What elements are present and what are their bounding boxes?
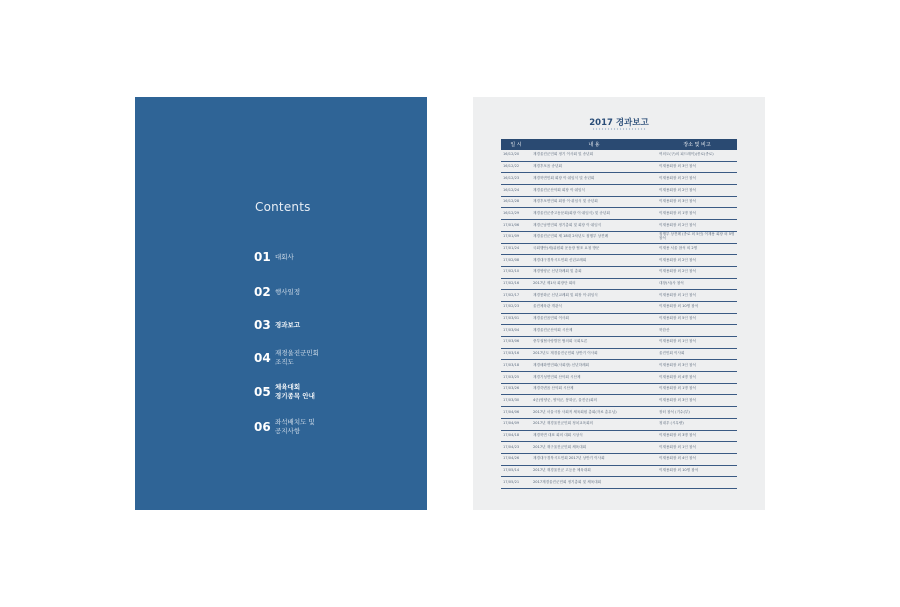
cell-place: 울진민회 이사회 [657, 348, 737, 360]
cell-date: 16/12/24 [501, 185, 531, 197]
table-row [501, 278, 737, 290]
cell-content: 2017년 서울시장 사회적 체육회원 총회(자료 총무님) [531, 407, 657, 419]
report-page [473, 97, 765, 510]
toc-number: 02 [254, 285, 271, 299]
cell-place: 장터 참석 (기수(부) [657, 407, 737, 419]
cell-place: 집행부 상견례 (종로 외 5인) 이재용 회장 외 5명 참석 [657, 231, 737, 243]
table-row [501, 383, 737, 395]
cell-content: 국회행안(세)위원회 운동장 협조 요청 방문 [531, 243, 657, 255]
toc-number: 01 [254, 250, 271, 264]
table-row [501, 442, 737, 454]
table-row [501, 150, 737, 161]
table-row [501, 255, 737, 267]
table-row [501, 266, 737, 278]
cell-place: 이재용회장 외 10명 참석 [657, 465, 737, 477]
table-header-row [501, 139, 737, 150]
cell-content: 2017년도 재경울진군민회 상반기 이사회 [531, 348, 657, 360]
cell-content: 재경봉화군 신년교례회 및 회장 이·취임식 [531, 290, 657, 302]
cell-place: 대창(서)사 참석 [657, 278, 737, 290]
cell-place: 여의도(구)의 피드레이)(종로(종로) [657, 150, 737, 161]
cell-content: 재경기성면민회 산악회 시산제 [531, 372, 657, 384]
cell-content: 재경근남면민회 정기총회 및 회장 이·취임식 [531, 220, 657, 232]
cell-place: 이재용회장 외 3인 참석 [657, 395, 737, 407]
cell-content: 재경영양군 신년하례회 및 총회 [531, 266, 657, 278]
cell-date: 16/12/28 [501, 196, 531, 208]
cell-content: 재경북면민회 회장 이·취임식 및 송년회 [531, 173, 657, 185]
cell-date: 17/04/09 [501, 418, 531, 430]
cell-date: 17/05/21 [501, 477, 531, 489]
cell-date: 17/02/16 [501, 278, 531, 290]
cell-place: 이재용회장 외 3인 참석 [657, 360, 737, 372]
cell-date: 17/04/23 [501, 442, 531, 454]
cell-date: 17/03/06 [501, 337, 531, 349]
table-row [501, 395, 737, 407]
cell-date: 17/03/25 [501, 372, 531, 384]
cell-place [657, 477, 737, 489]
table-row [501, 337, 737, 349]
cell-content: 재경울진읍민회 이사회 [531, 313, 657, 325]
header-content: 내 용 [531, 139, 657, 150]
cell-place: 이재용회장 외 1명 참석 [657, 383, 737, 395]
cell-date: 17/03/26 [501, 383, 531, 395]
table-row [501, 231, 737, 243]
toc-label: 체육대회 경기종목 안내 [275, 383, 315, 400]
cell-place: 이재용회장 외 2인 참석 [657, 255, 737, 267]
cell-date: 17/04/18 [501, 430, 531, 442]
table-row [501, 220, 737, 232]
table-row [501, 325, 737, 337]
table-row [501, 465, 737, 477]
cell-content: 중부권협사랑발전 협의회 국회토론 [531, 337, 657, 349]
header-place: 장소 및 비고 [657, 139, 737, 150]
table-row [501, 418, 737, 430]
cell-content: 2017년 재구울진군민회 체육대회 [531, 442, 657, 454]
report-table [501, 139, 737, 489]
cell-content: 재경대구경북시도민회 신년교례회 [531, 255, 657, 267]
cell-date: 17/01/24 [501, 243, 531, 255]
cell-date: 17/03/18 [501, 360, 531, 372]
cell-date: 16/12/23 [501, 173, 531, 185]
toc-label: 경과보고 [275, 320, 301, 329]
table-row [501, 348, 737, 360]
cell-place: 이재용회장 외 10명 참석 [657, 301, 737, 313]
toc-item[interactable] [254, 285, 300, 299]
cell-date: 16/12/22 [501, 161, 531, 173]
table-row [501, 290, 737, 302]
toc-item[interactable] [254, 318, 300, 332]
table-row [501, 185, 737, 197]
cell-date: 17/01/06 [501, 220, 531, 232]
cell-date: 17/02/23 [501, 301, 531, 313]
cell-date: 17/01/09 [501, 231, 531, 243]
cell-place: 이재용회장 외 2인 참석 [657, 185, 737, 197]
cell-date: 17/03/01 [501, 313, 531, 325]
contents-page [135, 97, 427, 510]
table-row [501, 313, 737, 325]
cell-content: 재경울진군민회 제 18대 2차년도 집행부 상견례 [531, 231, 657, 243]
cell-place: 이재용회장 외 3명 참석 [657, 430, 737, 442]
cell-content: 4군(영양군, 영덕군, 봉화군, 울진군)회의 [531, 395, 657, 407]
cell-date: 16/12/20 [501, 150, 531, 161]
cell-content: 재경울진군중고동문회(회장 이·취임식) 및 송년회 [531, 208, 657, 220]
cell-place: 이재용회장 외 1인 참석 [657, 290, 737, 302]
cell-content: 재경후포읍 송년회 [531, 161, 657, 173]
cell-content: 2017년 제1차 회장단 회의 [531, 278, 657, 290]
title-dots-divider [592, 128, 646, 130]
cell-date: 17/02/08 [501, 255, 531, 267]
toc-item[interactable] [254, 250, 294, 264]
toc-label: 행사일정 [275, 287, 301, 296]
table-row [501, 208, 737, 220]
cell-place: 청내우 (시무량) [657, 418, 737, 430]
table-row [501, 407, 737, 419]
table-row [501, 372, 737, 384]
cell-place: 이재용회장 외 3인 참석 [657, 161, 737, 173]
cell-date: 17/04/26 [501, 453, 531, 465]
cell-date: 17/02/10 [501, 266, 531, 278]
cell-place: 이재용회장 외 1명 참석 [657, 208, 737, 220]
cell-place: 이재용회장 외 1인 참석 [657, 442, 737, 454]
cell-content: 재경울진군산악회 회장 이·취임식 [531, 185, 657, 197]
cell-place: 이재용회장 외 2인 참석 [657, 220, 737, 232]
cell-place: 이재용회장 외 4명 참석 [657, 372, 737, 384]
cell-date: 17/03/16 [501, 348, 531, 360]
cell-place: 이재용회장 외 4인 참석 [657, 453, 737, 465]
toc-label: 재경울진군민회 조직도 [275, 349, 319, 366]
cell-date: 17/05/14 [501, 465, 531, 477]
cell-content: 2017재경울진군민회 정기총회 및 체육대회 [531, 477, 657, 489]
report-body [501, 150, 737, 488]
cell-date: 17/03/30 [501, 395, 531, 407]
header-date: 일 시 [501, 139, 531, 150]
toc-item[interactable] [254, 418, 315, 436]
cell-date: 17/04/06 [501, 407, 531, 419]
table-row [501, 453, 737, 465]
cell-content: 울진체육관 개관식 [531, 301, 657, 313]
cell-content: 2017년 재경울진군 고등문 체육대회 [531, 465, 657, 477]
toc-number: 04 [254, 351, 271, 365]
cell-content: 재경울진군민회 정기 이사회 및 송년회 [531, 150, 657, 161]
cell-place: 이재용회장 외 3인 참석 [657, 196, 737, 208]
cell-place: 이재용회장 외 1인 참석 [657, 337, 737, 349]
table-row [501, 360, 737, 372]
table-row [501, 161, 737, 173]
table-row [501, 173, 737, 185]
cell-date: 17/02/17 [501, 290, 531, 302]
cell-place: 이재용회장 외 5인 참석 [657, 313, 737, 325]
cell-content: 재경북면 대표 회의 대회 시상식 [531, 430, 657, 442]
cell-place: 이재용회장 외 2인 참석 [657, 173, 737, 185]
cell-date: 17/03/04 [501, 325, 531, 337]
cell-content: 재경죽변읍 산악회 시산제 [531, 383, 657, 395]
toc-number: 06 [254, 420, 271, 434]
cell-place: 이재용회장 외 2인 참석 [657, 266, 737, 278]
cell-content: 재경울진군산악회 시산제 [531, 325, 657, 337]
cell-content: 재경대구경북시도민회 2017년 상반기 이사회 [531, 453, 657, 465]
toc-label: 대회사 [275, 252, 294, 261]
cell-place: 북한산 [657, 325, 737, 337]
table-row [501, 243, 737, 255]
contents-title: Contents [255, 200, 311, 214]
cell-content: 2017년 재경울진군민회 정치교육회의 [531, 418, 657, 430]
toc-item[interactable] [254, 383, 315, 401]
report-title: 2017 경과보고 [589, 118, 649, 128]
toc-number: 05 [254, 385, 271, 399]
toc-number: 03 [254, 318, 271, 332]
cell-date: 16/12/29 [501, 208, 531, 220]
table-row [501, 196, 737, 208]
table-row [501, 301, 737, 313]
toc-item[interactable] [254, 349, 319, 367]
table-row [501, 430, 737, 442]
toc-label: 좌석배치도 및 공지사항 [275, 418, 315, 435]
table-row [501, 477, 737, 489]
cell-content: 재경매화면민회(사회장) 신년하례회 [531, 360, 657, 372]
cell-place: 이재용 서울 참석 외 2명 [657, 243, 737, 255]
cell-content: 재경후포면민회 회장 이·취임식 및 송년회 [531, 196, 657, 208]
